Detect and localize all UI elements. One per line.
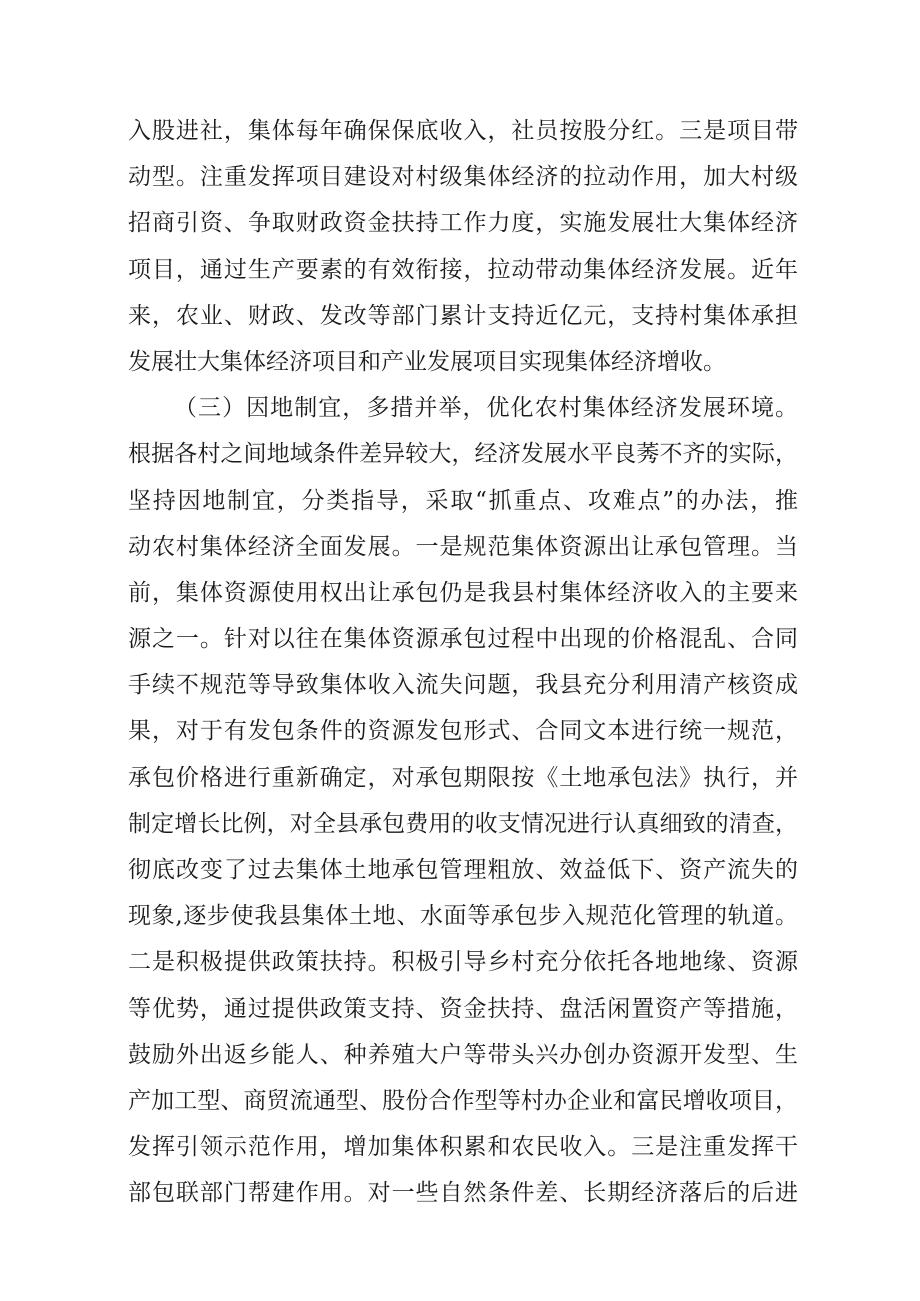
text-line: 现象,逐步使我县集体土地、水面等承包步入规范化管理的轨道。 <box>128 903 798 930</box>
text-line: 根据各村之间地域条件差异较大，经济发展水平良莠不齐的实际， <box>128 441 798 468</box>
text-line: 发展壮大集体经济项目和产业发展项目实现集体经济增收。 <box>128 348 726 375</box>
text-line: 项目，通过生产要素的有效衔接，拉动带动集体经济发展。近年 <box>128 256 798 283</box>
text-line: 前，集体资源使用权出让承包仍是我县村集体经济收入的主要来 <box>128 579 798 606</box>
text-line: 入股进社，集体每年确保保底收入，社员按股分红。三是项目带 <box>128 118 798 144</box>
text-line: 彻底改变了过去集体土地承包管理粗放、效益低下、资产流失的 <box>128 857 798 883</box>
text-line: 源之一。针对以往在集体资源承包过程中出现的价格混乱、合同 <box>128 626 798 653</box>
body-text <box>128 108 798 1217</box>
text-line: 制定增长比例，对全县承包费用的收支情况进行认真细致的清查， <box>128 810 798 837</box>
section-heading-line: （三）因地制宜，多措并举，优化农村集体经济发展环境。 <box>174 395 798 422</box>
text-line: 动型。注重发挥项目建设对村级集体经济的拉动作用，加大村级 <box>128 164 798 191</box>
text-line: 部包联部门帮建作用。对一些自然条件差、长期经济落后的后进 <box>128 1180 798 1207</box>
text-line: 承包价格进行重新确定，对承包期限按《土地承包法》执行，并 <box>128 764 798 791</box>
text-line: 二是积极提供政策扶持。积极引导乡村充分依托各地地缘、资源 <box>128 949 798 976</box>
text-line: 产加工型、商贸流通型、股份合作型等村办企业和富民增收项目， <box>128 1087 798 1114</box>
text-line: 手续不规范等导致集体收入流失问题，我县充分利用清产核资成 <box>128 672 798 699</box>
text-line: 果，对于有发包条件的资源发包形式、合同文本进行统一规范， <box>128 718 798 745</box>
text-line: 招商引资、争取财政资金扶持工作力度，实施发展壮大集体经济 <box>128 210 798 237</box>
text-line: 坚持因地制宜，分类指导，采取“抓重点、攻难点”的办法，推 <box>128 487 798 514</box>
text-line: 等优势，通过提供政策支持、资金扶持、盘活闲置资产等措施， <box>128 995 798 1022</box>
text-line: 鼓励外出返乡能人、种养殖大户等带头兴办创办资源开发型、生 <box>128 1041 798 1068</box>
text-line: 来，农业、财政、发改等部门累计支持近亿元，支持村集体承担 <box>128 302 798 329</box>
text-line: 动农村集体经济全面发展。一是规范集体资源出让承包管理。当 <box>128 533 798 560</box>
text-line: 发挥引领示范作用，增加集体积累和农民收入。三是注重发挥干 <box>128 1134 798 1161</box>
